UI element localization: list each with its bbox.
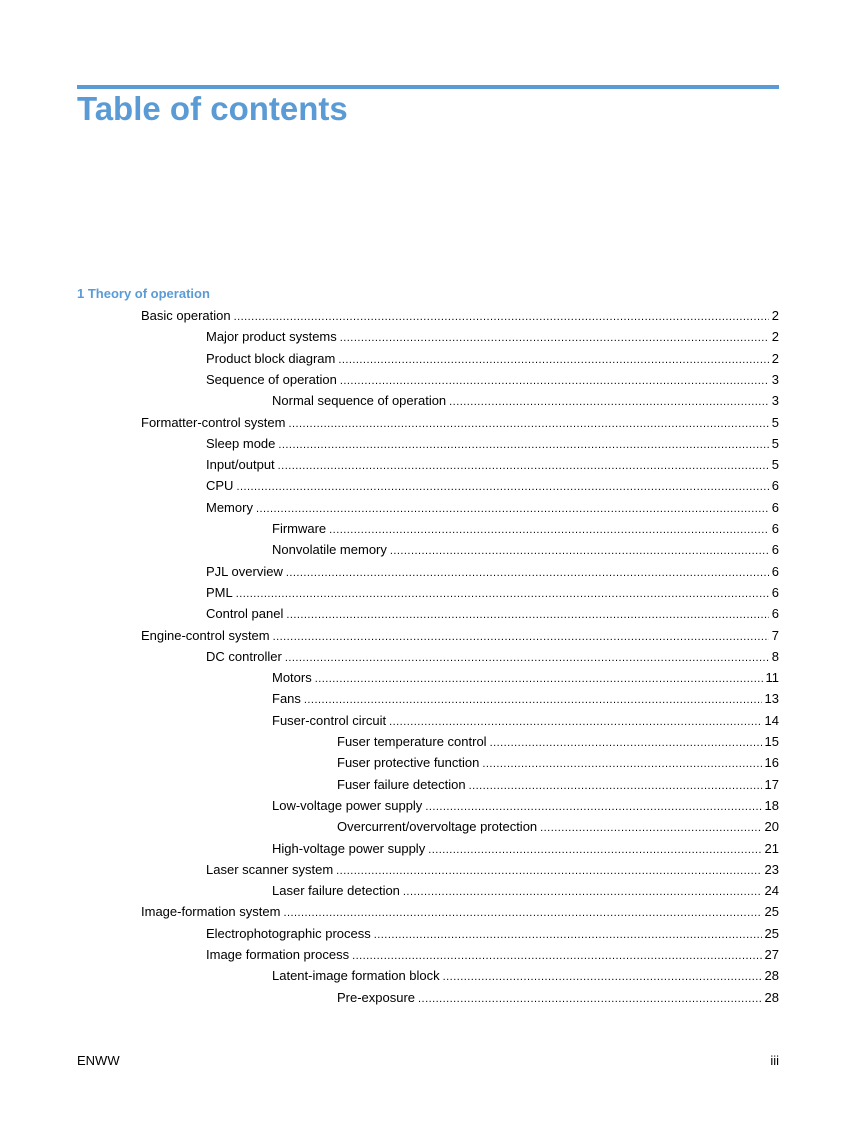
- toc-entry[interactable]: [272, 965, 779, 986]
- toc-entry-label: Electrophotographic process: [206, 925, 371, 941]
- toc-entry-label: Fuser protective function: [337, 755, 480, 771]
- toc-entry-label: Nonvolatile memory: [272, 542, 387, 558]
- toc-leader-dots: [278, 456, 769, 477]
- toc-leader-dots: [469, 776, 762, 797]
- toc-entry[interactable]: [272, 795, 779, 816]
- toc-entry[interactable]: [206, 348, 779, 369]
- toc-entry-label: Engine-control system: [141, 627, 270, 643]
- toc-entry-page: 6: [771, 542, 779, 558]
- toc-leader-dots: [315, 669, 763, 690]
- toc-leader-dots: [425, 797, 761, 818]
- footer-left-label: ENWW: [77, 1053, 120, 1068]
- toc-entry[interactable]: [337, 752, 779, 773]
- toc-leader-dots: [352, 946, 761, 967]
- toc-leader-dots: [236, 584, 769, 605]
- toc-entry[interactable]: [337, 731, 779, 752]
- footer-page-number: iii: [770, 1053, 779, 1068]
- toc-leader-dots: [418, 989, 761, 1010]
- toc-entry[interactable]: [272, 539, 779, 560]
- toc-leader-dots: [285, 648, 769, 669]
- toc-entry-page: 25: [764, 925, 779, 941]
- toc-entry[interactable]: [337, 987, 779, 1008]
- toc-entry-label: High-voltage power supply: [272, 840, 426, 856]
- toc-entry-page: 24: [764, 883, 779, 899]
- toc-entry-label: Normal sequence of operation: [272, 393, 447, 409]
- toc-entry-page: 16: [764, 755, 779, 771]
- page-title: Table of contents: [77, 90, 348, 127]
- toc-entry-label: Pre-exposure: [337, 989, 416, 1005]
- toc-entry-page: 5: [771, 414, 779, 430]
- toc-entry-label: Control panel: [206, 606, 284, 622]
- toc-entry-label: Major product systems: [206, 329, 337, 345]
- toc-entry-label: Image-formation system: [141, 904, 281, 920]
- toc-entry[interactable]: [206, 454, 779, 475]
- toc-entry-label: Basic operation: [141, 308, 231, 323]
- toc-entry-label: Latent-image formation block: [272, 968, 440, 984]
- toc-entry[interactable]: [206, 475, 779, 496]
- toc-leader-dots: [449, 392, 769, 413]
- toc-entry-label: Firmware: [272, 521, 327, 536]
- toc-entry-page: 28: [764, 989, 779, 1005]
- toc-leader-dots: [336, 861, 761, 882]
- toc-entry-page: 15: [764, 734, 779, 749]
- toc-leader-dots: [428, 840, 761, 861]
- toc-entry-label: Overcurrent/overvoltage protection: [337, 819, 538, 835]
- toc-leader-dots: [288, 414, 768, 435]
- toc-entry[interactable]: [141, 625, 779, 646]
- toc-leader-dots: [390, 541, 769, 562]
- toc-entry[interactable]: [272, 838, 779, 859]
- toc-entry-label: Laser failure detection: [272, 883, 400, 899]
- toc-entry-page: 17: [764, 776, 779, 792]
- toc-leader-dots: [540, 818, 761, 839]
- toc-entry[interactable]: [206, 944, 779, 965]
- toc-leader-dots: [338, 350, 768, 371]
- toc-leader-dots: [236, 477, 768, 498]
- toc-entry-page: 2: [771, 308, 779, 323]
- toc-entry-page: 20: [764, 819, 779, 835]
- toc-leader-dots: [374, 925, 762, 946]
- toc-leader-dots: [443, 967, 762, 988]
- toc-entry-page: 6: [771, 521, 779, 536]
- toc-entry[interactable]: [206, 369, 779, 390]
- toc-leader-dots: [482, 754, 761, 775]
- toc-leader-dots: [340, 371, 769, 392]
- toc-entry-page: 27: [764, 947, 779, 962]
- toc-entry-page: 3: [771, 371, 779, 387]
- toc-entry-page: 5: [771, 435, 779, 451]
- toc-entry[interactable]: [272, 688, 779, 709]
- toc-entry-label: Fans: [272, 691, 301, 707]
- toc-entry-label: PML: [206, 584, 233, 600]
- toc-entry-label: Sleep mode: [206, 435, 276, 451]
- toc-entry-page: 11: [765, 670, 779, 686]
- toc-entry-page: 14: [764, 712, 779, 728]
- toc-entry[interactable]: [206, 859, 779, 880]
- toc-entry-page: 7: [771, 627, 779, 643]
- toc-leader-dots: [490, 733, 762, 754]
- toc-entry-page: 6: [771, 584, 779, 600]
- toc-entry-label: Sequence of operation: [206, 371, 337, 387]
- toc-entry-page: 6: [771, 499, 779, 515]
- toc-entry-label: Input/output: [206, 457, 275, 473]
- toc-entry[interactable]: [206, 582, 779, 603]
- toc-entry[interactable]: [272, 667, 779, 688]
- toc-leader-dots: [286, 605, 768, 626]
- toc-entry-page: 3: [771, 393, 779, 409]
- toc-entry[interactable]: [206, 433, 779, 454]
- toc-leader-dots: [389, 712, 761, 733]
- toc-entry-page: 25: [764, 904, 779, 920]
- toc-entry-label: CPU: [206, 478, 234, 494]
- toc-entry[interactable]: [272, 880, 779, 901]
- toc-entry[interactable]: [337, 816, 779, 837]
- toc-entry[interactable]: [206, 646, 779, 667]
- toc-entry-page: 23: [764, 861, 779, 877]
- toc-entry-label: Formatter-control system: [141, 414, 286, 430]
- toc-leader-dots: [304, 690, 762, 711]
- toc-entry-label: Memory: [206, 499, 253, 515]
- toc-entry-label: PJL overview: [206, 563, 283, 579]
- toc-entry[interactable]: [206, 497, 779, 518]
- toc-entry-page: 5: [771, 457, 779, 473]
- toc-entry-label: DC controller: [206, 648, 282, 664]
- toc-entry-label: Fuser failure detection: [337, 776, 466, 792]
- toc-entry-label: Laser scanner system: [206, 861, 334, 877]
- toc-entry-page: 6: [771, 563, 779, 579]
- title-rule: [77, 85, 779, 89]
- toc-entry[interactable]: [206, 561, 779, 582]
- toc-entry-label: Fuser temperature control: [337, 734, 487, 749]
- toc-entry[interactable]: [272, 518, 779, 539]
- toc-entry[interactable]: [141, 901, 779, 922]
- toc-entry-page: 13: [764, 691, 779, 707]
- toc-entry-label: Image formation process: [206, 947, 350, 962]
- toc-entry-page: 28: [764, 968, 779, 984]
- toc-entry-label: Motors: [272, 670, 312, 686]
- toc-entry[interactable]: [272, 390, 779, 411]
- toc-entry-page: 18: [764, 797, 779, 813]
- toc-leader-dots: [273, 627, 769, 648]
- toc-entry-label: Fuser-control circuit: [272, 712, 387, 728]
- toc-entry-page: 6: [771, 478, 779, 494]
- toc-leader-dots: [329, 520, 769, 541]
- toc-leader-dots: [286, 563, 769, 584]
- toc-entry[interactable]: [141, 412, 779, 433]
- toc-leader-dots: [283, 903, 761, 924]
- toc-entry-page: 2: [771, 329, 779, 345]
- toc-chapter-heading[interactable]: 1 Theory of operation: [77, 286, 210, 301]
- toc-entry-page: 8: [771, 648, 779, 664]
- toc-entry-page: 21: [764, 840, 779, 856]
- toc-entry[interactable]: [272, 710, 779, 731]
- toc-leader-dots: [403, 882, 762, 903]
- toc-entry-label: Product block diagram: [206, 350, 336, 366]
- toc-entry[interactable]: [206, 603, 779, 624]
- toc-entry[interactable]: [337, 774, 779, 795]
- toc-leader-dots: [234, 307, 769, 328]
- toc-entry-page: 2: [771, 350, 779, 366]
- toc-entry-page: 6: [771, 606, 779, 622]
- toc-entry[interactable]: [206, 326, 779, 347]
- toc-entry[interactable]: [206, 923, 779, 944]
- toc-leader-dots: [278, 435, 768, 456]
- toc-entry-label: Low-voltage power supply: [272, 797, 423, 813]
- toc-leader-dots: [256, 499, 769, 520]
- toc-leader-dots: [340, 328, 769, 349]
- toc-entry[interactable]: [141, 305, 779, 326]
